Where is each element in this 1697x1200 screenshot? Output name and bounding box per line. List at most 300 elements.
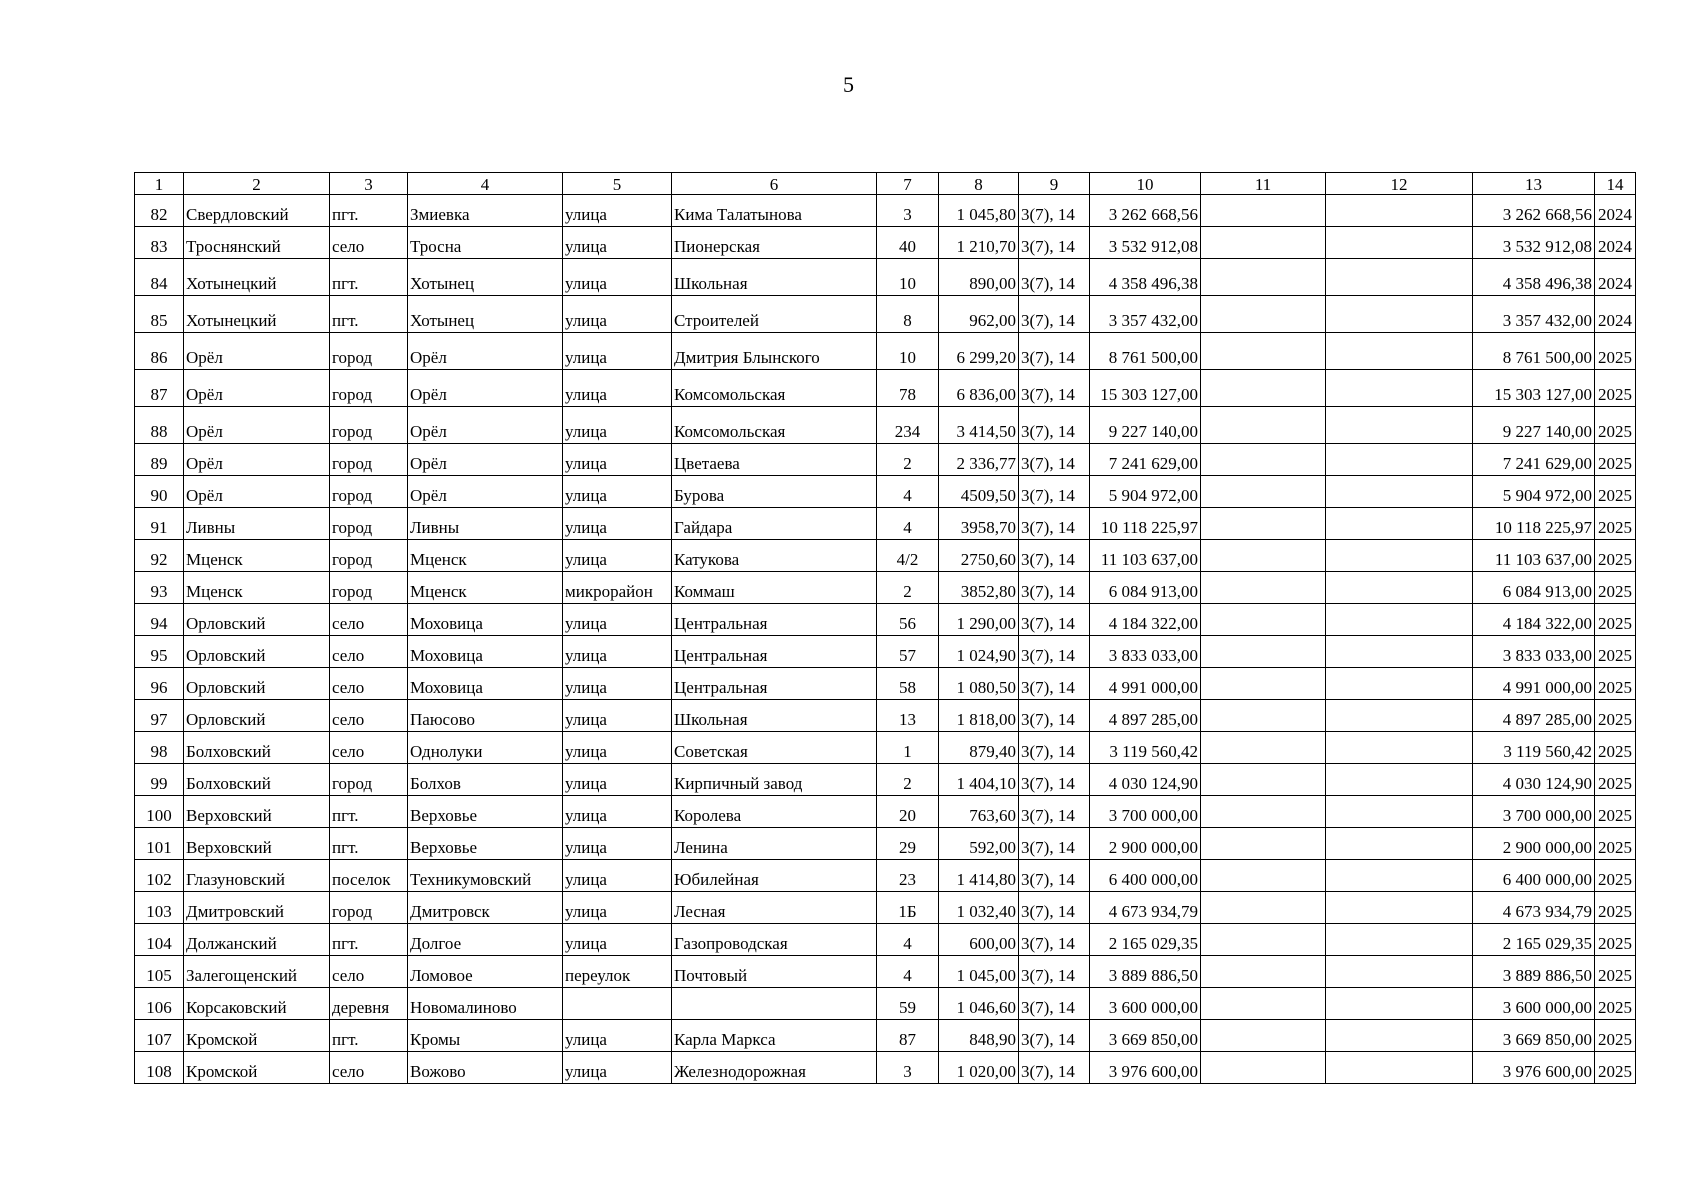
district-cell: Орловский — [184, 668, 330, 700]
street-cell: Катукова — [672, 540, 877, 572]
row-number-cell: 94 — [135, 604, 184, 636]
column-11-cell — [1201, 828, 1326, 860]
cost-cell: 8 761 500,00 — [1090, 333, 1201, 370]
street-type-cell: улица — [563, 476, 672, 508]
settlement-cell: Верховье — [408, 796, 563, 828]
street-type-cell: улица — [563, 668, 672, 700]
table-row — [135, 195, 1636, 227]
settlement-cell: Хотынец — [408, 296, 563, 333]
table-row — [135, 636, 1636, 668]
settlement-cell: Орёл — [408, 407, 563, 444]
district-cell: Болховский — [184, 732, 330, 764]
area-cell: 4509,50 — [939, 476, 1019, 508]
street-type-cell: переулок — [563, 956, 672, 988]
house-number-cell: 234 — [877, 407, 939, 444]
settlement-type-cell: пгт. — [330, 296, 408, 333]
column-header: 4 — [408, 173, 563, 195]
street-cell: Бурова — [672, 476, 877, 508]
total-cell: 2 165 029,35 — [1473, 924, 1595, 956]
column-12-cell — [1326, 195, 1473, 227]
column-12-cell — [1326, 540, 1473, 572]
column-12-cell — [1326, 572, 1473, 604]
column-12-cell — [1326, 732, 1473, 764]
cost-cell: 4 991 000,00 — [1090, 668, 1201, 700]
district-cell: Мценск — [184, 540, 330, 572]
row-number-cell: 99 — [135, 764, 184, 796]
column-12-cell — [1326, 956, 1473, 988]
settlement-type-cell: город — [330, 444, 408, 476]
column-12-cell — [1326, 259, 1473, 296]
table-row — [135, 296, 1636, 333]
total-cell: 3 833 033,00 — [1473, 636, 1595, 668]
category-cell: 3(7), 14 — [1019, 988, 1090, 1020]
house-number-cell: 2 — [877, 572, 939, 604]
total-cell: 3 119 560,42 — [1473, 732, 1595, 764]
column-12-cell — [1326, 370, 1473, 407]
cost-cell: 2 900 000,00 — [1090, 828, 1201, 860]
settlement-type-cell: город — [330, 540, 408, 572]
year-cell: 2025 — [1595, 508, 1636, 540]
settlement-cell: Орёл — [408, 444, 563, 476]
table-row — [135, 476, 1636, 508]
table-row — [135, 259, 1636, 296]
total-cell: 4 358 496,38 — [1473, 259, 1595, 296]
settlement-cell: Змиевка — [408, 195, 563, 227]
settlement-type-cell: село — [330, 732, 408, 764]
category-cell: 3(7), 14 — [1019, 572, 1090, 604]
total-cell: 8 761 500,00 — [1473, 333, 1595, 370]
year-cell: 2025 — [1595, 1052, 1636, 1084]
house-number-cell: 4 — [877, 924, 939, 956]
area-cell: 1 414,80 — [939, 860, 1019, 892]
column-12-cell — [1326, 668, 1473, 700]
area-cell: 2750,60 — [939, 540, 1019, 572]
row-number-cell: 90 — [135, 476, 184, 508]
area-cell: 1 032,40 — [939, 892, 1019, 924]
cost-cell: 2 165 029,35 — [1090, 924, 1201, 956]
district-cell: Орёл — [184, 333, 330, 370]
column-header: 3 — [330, 173, 408, 195]
cost-cell: 3 976 600,00 — [1090, 1052, 1201, 1084]
house-number-cell: 78 — [877, 370, 939, 407]
table-row — [135, 988, 1636, 1020]
street-type-cell: улица — [563, 540, 672, 572]
row-number-cell: 88 — [135, 407, 184, 444]
total-cell: 11 103 637,00 — [1473, 540, 1595, 572]
house-number-cell: 4 — [877, 956, 939, 988]
street-cell: Королева — [672, 796, 877, 828]
column-11-cell — [1201, 956, 1326, 988]
settlement-cell: Кромы — [408, 1020, 563, 1052]
year-cell: 2025 — [1595, 892, 1636, 924]
column-12-cell — [1326, 700, 1473, 732]
table-row — [135, 892, 1636, 924]
total-cell: 3 700 000,00 — [1473, 796, 1595, 828]
column-11-cell — [1201, 892, 1326, 924]
cost-cell: 3 532 912,08 — [1090, 227, 1201, 259]
column-11-cell — [1201, 370, 1326, 407]
total-cell: 3 889 886,50 — [1473, 956, 1595, 988]
house-number-cell: 29 — [877, 828, 939, 860]
street-type-cell — [563, 988, 672, 1020]
year-cell: 2025 — [1595, 700, 1636, 732]
category-cell: 3(7), 14 — [1019, 764, 1090, 796]
column-12-cell — [1326, 333, 1473, 370]
area-cell: 600,00 — [939, 924, 1019, 956]
settlement-cell: Болхов — [408, 764, 563, 796]
category-cell: 3(7), 14 — [1019, 296, 1090, 333]
settlement-type-cell: село — [330, 1052, 408, 1084]
settlement-type-cell: пгт. — [330, 828, 408, 860]
year-cell: 2025 — [1595, 732, 1636, 764]
area-cell: 1 024,90 — [939, 636, 1019, 668]
column-11-cell — [1201, 572, 1326, 604]
area-cell: 890,00 — [939, 259, 1019, 296]
area-cell: 2 336,77 — [939, 444, 1019, 476]
street-type-cell: улица — [563, 924, 672, 956]
district-cell: Орёл — [184, 444, 330, 476]
settlement-type-cell: пгт. — [330, 259, 408, 296]
total-cell: 7 241 629,00 — [1473, 444, 1595, 476]
street-cell: Школьная — [672, 259, 877, 296]
house-number-cell: 4/2 — [877, 540, 939, 572]
table-row — [135, 828, 1636, 860]
category-cell: 3(7), 14 — [1019, 540, 1090, 572]
settlement-cell: Моховица — [408, 636, 563, 668]
table-row — [135, 924, 1636, 956]
settlement-cell: Новомалиново — [408, 988, 563, 1020]
column-11-cell — [1201, 540, 1326, 572]
column-header: 1 — [135, 173, 184, 195]
row-number-cell: 108 — [135, 1052, 184, 1084]
street-cell: Комсомольская — [672, 407, 877, 444]
area-cell: 763,60 — [939, 796, 1019, 828]
year-cell: 2025 — [1595, 407, 1636, 444]
house-number-cell: 4 — [877, 508, 939, 540]
category-cell: 3(7), 14 — [1019, 700, 1090, 732]
category-cell: 3(7), 14 — [1019, 1052, 1090, 1084]
area-cell: 1 290,00 — [939, 604, 1019, 636]
row-number-cell: 89 — [135, 444, 184, 476]
table-row — [135, 956, 1636, 988]
column-header: 2 — [184, 173, 330, 195]
settlement-cell: Ливны — [408, 508, 563, 540]
table-row — [135, 407, 1636, 444]
column-12-cell — [1326, 476, 1473, 508]
column-11-cell — [1201, 764, 1326, 796]
header-row — [135, 173, 1636, 195]
street-cell: Строителей — [672, 296, 877, 333]
district-cell: Хотынецкий — [184, 259, 330, 296]
cost-cell: 10 118 225,97 — [1090, 508, 1201, 540]
street-cell: Гайдара — [672, 508, 877, 540]
category-cell: 3(7), 14 — [1019, 407, 1090, 444]
cost-cell: 3 669 850,00 — [1090, 1020, 1201, 1052]
column-11-cell — [1201, 195, 1326, 227]
category-cell: 3(7), 14 — [1019, 636, 1090, 668]
column-11-cell — [1201, 508, 1326, 540]
area-cell: 1 404,10 — [939, 764, 1019, 796]
area-cell: 1 020,00 — [939, 1052, 1019, 1084]
table-row — [135, 1052, 1636, 1084]
row-number-cell: 83 — [135, 227, 184, 259]
street-cell: Пионерская — [672, 227, 877, 259]
column-12-cell — [1326, 764, 1473, 796]
street-type-cell: улица — [563, 407, 672, 444]
street-type-cell: улица — [563, 195, 672, 227]
settlement-type-cell: город — [330, 333, 408, 370]
district-cell: Кромской — [184, 1052, 330, 1084]
column-11-cell — [1201, 988, 1326, 1020]
year-cell: 2025 — [1595, 540, 1636, 572]
cost-cell: 7 241 629,00 — [1090, 444, 1201, 476]
street-cell: Юбилейная — [672, 860, 877, 892]
column-header: 5 — [563, 173, 672, 195]
cost-cell: 3 357 432,00 — [1090, 296, 1201, 333]
row-number-cell: 100 — [135, 796, 184, 828]
street-cell: Школьная — [672, 700, 877, 732]
street-type-cell: улица — [563, 636, 672, 668]
district-cell: Свердловский — [184, 195, 330, 227]
cost-cell: 4 184 322,00 — [1090, 604, 1201, 636]
settlement-type-cell: город — [330, 572, 408, 604]
row-number-cell: 86 — [135, 333, 184, 370]
street-cell: Центральная — [672, 636, 877, 668]
category-cell: 3(7), 14 — [1019, 444, 1090, 476]
house-number-cell: 3 — [877, 1052, 939, 1084]
street-cell: Кима Талатынова — [672, 195, 877, 227]
house-number-cell: 23 — [877, 860, 939, 892]
total-cell: 5 904 972,00 — [1473, 476, 1595, 508]
column-11-cell — [1201, 259, 1326, 296]
settlement-type-cell: город — [330, 508, 408, 540]
year-cell: 2025 — [1595, 668, 1636, 700]
cost-cell: 11 103 637,00 — [1090, 540, 1201, 572]
street-cell: Центральная — [672, 604, 877, 636]
row-number-cell: 85 — [135, 296, 184, 333]
street-type-cell: улица — [563, 892, 672, 924]
table-row — [135, 764, 1636, 796]
street-type-cell: улица — [563, 732, 672, 764]
total-cell: 6 400 000,00 — [1473, 860, 1595, 892]
column-header: 14 — [1595, 173, 1636, 195]
street-type-cell: улица — [563, 508, 672, 540]
settlement-type-cell: город — [330, 764, 408, 796]
column-header: 9 — [1019, 173, 1090, 195]
column-11-cell — [1201, 604, 1326, 636]
district-cell: Ливны — [184, 508, 330, 540]
street-cell — [672, 988, 877, 1020]
settlement-type-cell: поселок — [330, 860, 408, 892]
house-number-cell: 57 — [877, 636, 939, 668]
row-number-cell: 87 — [135, 370, 184, 407]
column-11-cell — [1201, 476, 1326, 508]
category-cell: 3(7), 14 — [1019, 259, 1090, 296]
total-cell: 3 262 668,56 — [1473, 195, 1595, 227]
column-12-cell — [1326, 227, 1473, 259]
district-cell: Глазуновский — [184, 860, 330, 892]
area-cell: 3958,70 — [939, 508, 1019, 540]
row-number-cell: 101 — [135, 828, 184, 860]
area-cell: 1 080,50 — [939, 668, 1019, 700]
column-11-cell — [1201, 924, 1326, 956]
category-cell: 3(7), 14 — [1019, 956, 1090, 988]
category-cell: 3(7), 14 — [1019, 333, 1090, 370]
column-12-cell — [1326, 892, 1473, 924]
total-cell: 6 084 913,00 — [1473, 572, 1595, 604]
street-type-cell: улица — [563, 1052, 672, 1084]
house-number-cell: 10 — [877, 333, 939, 370]
category-cell: 3(7), 14 — [1019, 668, 1090, 700]
street-type-cell: улица — [563, 860, 672, 892]
cost-cell: 3 600 000,00 — [1090, 988, 1201, 1020]
row-number-cell: 82 — [135, 195, 184, 227]
district-cell: Кромской — [184, 1020, 330, 1052]
category-cell: 3(7), 14 — [1019, 732, 1090, 764]
year-cell: 2025 — [1595, 860, 1636, 892]
column-11-cell — [1201, 333, 1326, 370]
row-number-cell: 107 — [135, 1020, 184, 1052]
area-cell: 879,40 — [939, 732, 1019, 764]
area-cell: 1 818,00 — [939, 700, 1019, 732]
street-cell: Железнодорожная — [672, 1052, 877, 1084]
street-cell: Центральная — [672, 668, 877, 700]
house-number-cell: 8 — [877, 296, 939, 333]
category-cell: 3(7), 14 — [1019, 924, 1090, 956]
column-11-cell — [1201, 1052, 1326, 1084]
year-cell: 2025 — [1595, 604, 1636, 636]
settlement-type-cell: пгт. — [330, 924, 408, 956]
settlement-cell: Мценск — [408, 572, 563, 604]
column-12-cell — [1326, 296, 1473, 333]
street-cell: Карла Маркса — [672, 1020, 877, 1052]
column-header: 6 — [672, 173, 877, 195]
street-cell: Комсомольская — [672, 370, 877, 407]
year-cell: 2025 — [1595, 572, 1636, 604]
row-number-cell: 84 — [135, 259, 184, 296]
row-number-cell: 92 — [135, 540, 184, 572]
street-type-cell: улица — [563, 296, 672, 333]
settlement-type-cell: село — [330, 700, 408, 732]
table-row — [135, 508, 1636, 540]
area-cell: 1 046,60 — [939, 988, 1019, 1020]
column-12-cell — [1326, 508, 1473, 540]
cost-cell: 9 227 140,00 — [1090, 407, 1201, 444]
settlement-cell: Моховица — [408, 668, 563, 700]
total-cell: 2 900 000,00 — [1473, 828, 1595, 860]
cost-cell: 6 084 913,00 — [1090, 572, 1201, 604]
year-cell: 2025 — [1595, 956, 1636, 988]
year-cell: 2025 — [1595, 444, 1636, 476]
house-number-cell: 58 — [877, 668, 939, 700]
year-cell: 2025 — [1595, 476, 1636, 508]
area-cell: 3852,80 — [939, 572, 1019, 604]
district-cell: Залегощенский — [184, 956, 330, 988]
total-cell: 3 600 000,00 — [1473, 988, 1595, 1020]
column-12-cell — [1326, 636, 1473, 668]
street-cell: Коммаш — [672, 572, 877, 604]
table-row — [135, 796, 1636, 828]
total-cell: 3 669 850,00 — [1473, 1020, 1595, 1052]
total-cell: 15 303 127,00 — [1473, 370, 1595, 407]
settlement-cell: Мценск — [408, 540, 563, 572]
category-cell: 3(7), 14 — [1019, 195, 1090, 227]
area-cell: 848,90 — [939, 1020, 1019, 1052]
district-cell: Мценск — [184, 572, 330, 604]
district-cell: Болховский — [184, 764, 330, 796]
cost-cell: 4 030 124,90 — [1090, 764, 1201, 796]
area-cell: 6 836,00 — [939, 370, 1019, 407]
category-cell: 3(7), 14 — [1019, 508, 1090, 540]
total-cell: 4 030 124,90 — [1473, 764, 1595, 796]
street-cell: Ленина — [672, 828, 877, 860]
settlement-type-cell: пгт. — [330, 796, 408, 828]
house-number-cell: 1Б — [877, 892, 939, 924]
settlement-cell: Дмитровск — [408, 892, 563, 924]
column-12-cell — [1326, 796, 1473, 828]
column-12-cell — [1326, 860, 1473, 892]
column-header: 8 — [939, 173, 1019, 195]
table-row — [135, 732, 1636, 764]
category-cell: 3(7), 14 — [1019, 860, 1090, 892]
category-cell: 3(7), 14 — [1019, 828, 1090, 860]
settlement-cell: Паюсово — [408, 700, 563, 732]
year-cell: 2025 — [1595, 370, 1636, 407]
total-cell: 4 673 934,79 — [1473, 892, 1595, 924]
house-number-cell: 56 — [877, 604, 939, 636]
house-number-cell: 87 — [877, 1020, 939, 1052]
settlement-cell: Орёл — [408, 333, 563, 370]
column-11-cell — [1201, 636, 1326, 668]
column-12-cell — [1326, 1020, 1473, 1052]
total-cell: 4 991 000,00 — [1473, 668, 1595, 700]
settlement-cell: Ломовое — [408, 956, 563, 988]
street-type-cell: улица — [563, 796, 672, 828]
settlement-type-cell: пгт. — [330, 1020, 408, 1052]
area-cell: 1 045,80 — [939, 195, 1019, 227]
column-12-cell — [1326, 924, 1473, 956]
house-number-cell: 20 — [877, 796, 939, 828]
table-row — [135, 227, 1636, 259]
cost-cell: 6 400 000,00 — [1090, 860, 1201, 892]
area-cell: 1 045,00 — [939, 956, 1019, 988]
settlement-type-cell: село — [330, 604, 408, 636]
settlement-type-cell: село — [330, 668, 408, 700]
column-11-cell — [1201, 296, 1326, 333]
settlement-type-cell: село — [330, 227, 408, 259]
total-cell: 3 976 600,00 — [1473, 1052, 1595, 1084]
settlement-type-cell: село — [330, 956, 408, 988]
street-type-cell: улица — [563, 604, 672, 636]
column-12-cell — [1326, 407, 1473, 444]
area-cell: 3 414,50 — [939, 407, 1019, 444]
category-cell: 3(7), 14 — [1019, 370, 1090, 407]
category-cell: 3(7), 14 — [1019, 604, 1090, 636]
street-cell: Почтовый — [672, 956, 877, 988]
house-number-cell: 40 — [877, 227, 939, 259]
cost-cell: 4 897 285,00 — [1090, 700, 1201, 732]
settlement-cell: Моховица — [408, 604, 563, 636]
district-cell: Верховский — [184, 828, 330, 860]
total-cell: 4 184 322,00 — [1473, 604, 1595, 636]
year-cell: 2025 — [1595, 1020, 1636, 1052]
column-12-cell — [1326, 444, 1473, 476]
street-cell: Советская — [672, 732, 877, 764]
settlement-type-cell: пгт. — [330, 195, 408, 227]
street-type-cell: улица — [563, 259, 672, 296]
area-cell: 1 210,70 — [939, 227, 1019, 259]
page-number: 5 — [843, 72, 854, 97]
